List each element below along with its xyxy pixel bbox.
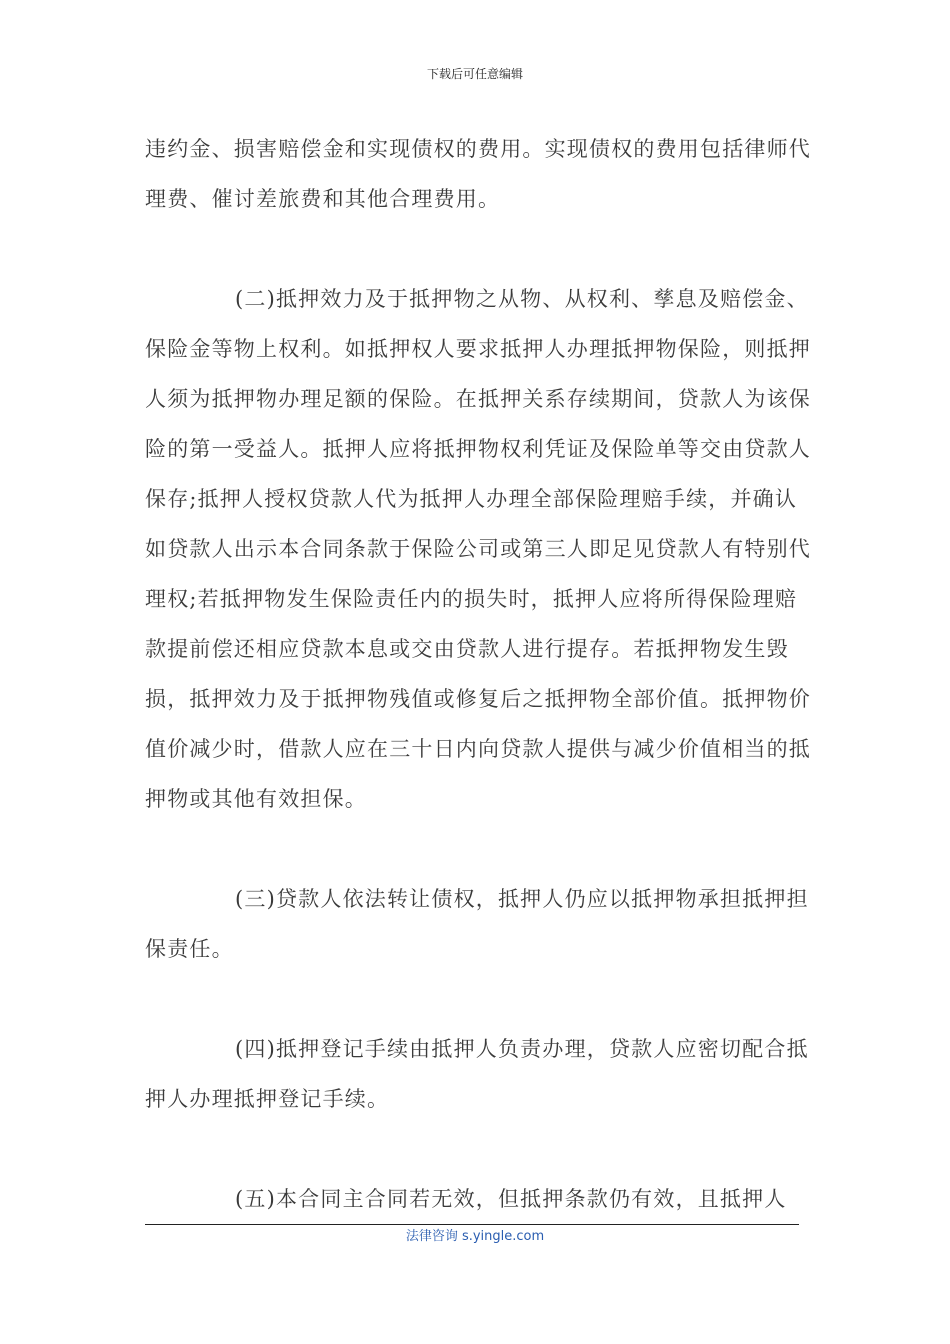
paragraph-gap	[145, 224, 813, 274]
document-body	[145, 124, 813, 1224]
paragraph-gap	[145, 1124, 813, 1174]
paragraph-5: (五)本合同主合同若无效，但抵押条款仍有效，且抵押人	[235, 1187, 787, 1211]
paragraph-4: (四)抵押登记手续由抵押人负责办理，贷款人应密切配合抵押人办理抵押登记手续。	[145, 1037, 809, 1111]
footer-divider	[145, 1224, 799, 1225]
paragraph-2: (二)抵押效力及于抵押物之从物、从权利、孳息及赔偿金、保险金等物上权利。如抵押权人要求抵押人办理抵押物保险，则抵押人须为抵押物办理足额的保险。在抵押关系存续期间，贷款人为该保险的第一受益人。抵押人应将抵押物权利凭证及保险单等交由贷款人保存;抵押人授权贷款人代为抵押人办理全部保险理赔手续，并确认如贷款人出示本合同条款于保险公司或第三人即足见贷款人有特别代理权;若抵押物发生保险责任内的损失时，抵押人应将所得保险理赔款提前偿还相应贷款本息或交由贷款人进行提存。若抵押物发生毁损，抵押效力及于抵押物残值或修复后之抵押物全部价值。抵押物价值价减少时，借款人应在三十日内向贷款人提供与减少价值相当的抵押物或其他有效担保。	[145, 287, 811, 811]
page-header: 下载后可任意编辑	[426, 67, 523, 81]
paragraph-gap	[145, 824, 813, 874]
paragraph-3: (三)贷款人依法转让债权，抵押人仍应以抵押物承担抵押担保责任。	[145, 887, 809, 961]
paragraph-gap	[145, 974, 813, 1024]
footer-link[interactable]: 法律咨询 s.yingle.com	[405, 1229, 545, 1244]
paragraph-1: 违约金、损害赔偿金和实现债权的费用。实现债权的费用包括律师代理费、催讨差旅费和其他合理费用。	[145, 137, 811, 211]
